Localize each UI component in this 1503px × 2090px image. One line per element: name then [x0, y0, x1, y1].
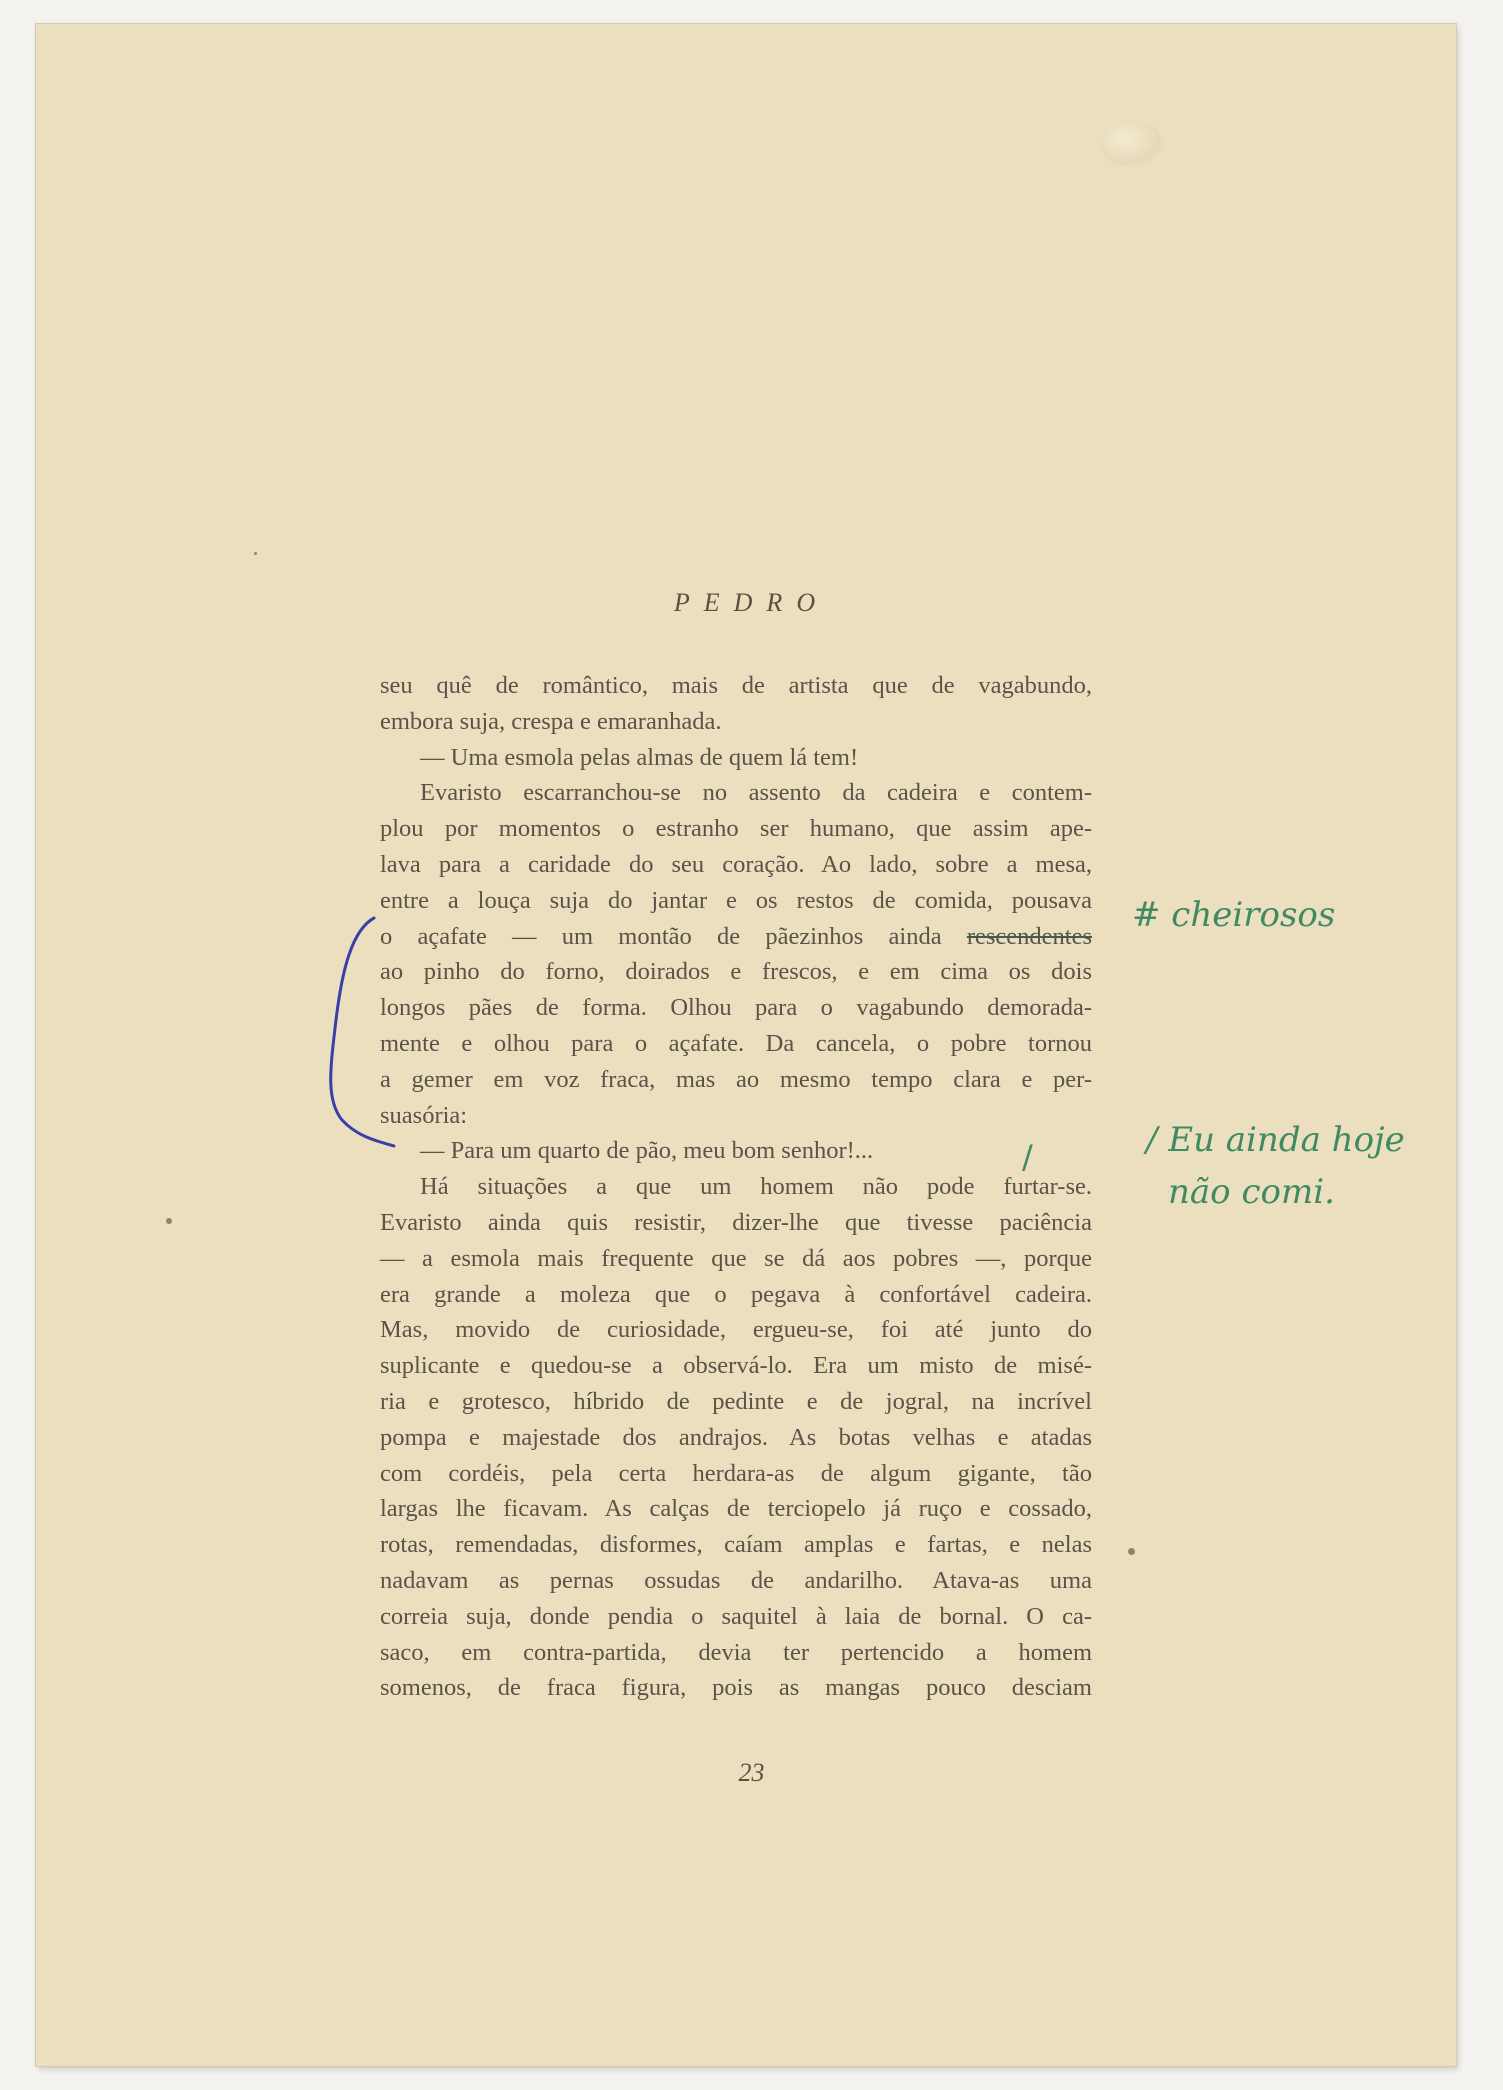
text-line: correia suja, donde pendia o saquitel à laia de bornal. O ca- — [380, 1602, 1092, 1630]
text-line-main: o açafate — um montão de pãezinhos ainda — [380, 922, 967, 950]
text-line: rotas, remendadas, disformes, caíam amplas e fartas, e nelas — [380, 1531, 1092, 1559]
text-line: a gemer em voz fraca, mas ao mesmo tempo clara e per- — [380, 1065, 1092, 1093]
text-line: era grande a moleza que o pegava à confortável cadeira. — [380, 1280, 1092, 1308]
text-line: mente e olhou para o açafate. Da cancela, o pobre tornou — [380, 1029, 1092, 1057]
text-line: Há situações a que um homem não pode furtar-se. — [420, 1173, 1092, 1201]
text-line: lava para a caridade do seu coração. Ao lado, sobre a mesa, — [380, 850, 1092, 878]
emboss-stamp — [1100, 120, 1164, 168]
paper-speck — [1128, 1548, 1135, 1555]
insert-mark: / — [1022, 1138, 1033, 1176]
text-line: — Uma esmola pelas almas de quem lá tem! — [420, 743, 859, 771]
paper-speck — [254, 552, 257, 555]
text-line: com cordéis, pela certa herdara-as de algum gigante, tão — [380, 1459, 1092, 1487]
text-line: Evaristo ainda quis resistir, dizer-lhe que tivesse paciência — [380, 1208, 1092, 1236]
text-line: embora suja, crespa e emaranhada. — [380, 707, 722, 735]
text-line: ria e grotesco, híbrido de pedinte e de jogral, na incrível — [380, 1387, 1092, 1415]
text-line: somenos, de fraca figura, pois as mangas pouco desciam — [380, 1674, 1092, 1702]
text-line: — Para um quarto de pão, meu bom senhor!... — [420, 1137, 874, 1165]
text-line: suasória: — [380, 1101, 468, 1129]
text-line: longos pães de forma. Olhou para o vagabundo demorada- — [380, 994, 1092, 1022]
text-line: — a esmola mais frequente que se dá aos pobres —, porque — [380, 1244, 1092, 1272]
text-line: seu quê de romântico, mais de artista que de vagabundo, — [380, 672, 1092, 699]
text-line: plou por momentos o estranho ser humano, que assim ape- — [380, 815, 1092, 843]
text-line: ao pinho do forno, doirados e frescos, e em cima os dois — [380, 958, 1092, 986]
page-number: 23 — [738, 1758, 765, 1787]
text-line: nadavam as pernas ossudas de andarilho. Atava-as uma — [380, 1566, 1092, 1594]
margin-note-line-2: não comi. — [1168, 1172, 1335, 1212]
text-line: entre a louça suja do jantar e os restos de comida, pousava — [380, 886, 1092, 914]
text-line: Mas, movido de curiosidade, ergueu-se, foi até junto do — [380, 1316, 1092, 1344]
margin-note-cheirosos: # cheirosos — [1132, 895, 1336, 935]
text-line — [380, 919, 1092, 955]
text-line: Evaristo escarranchou-se no assento da cadeira e contem- — [420, 779, 1092, 807]
struck-word: rescendentes — [966, 922, 1092, 950]
blue-bracket-mark — [322, 910, 402, 1150]
text-line: saco, em contra-partida, devia ter pertencido a homem — [380, 1638, 1092, 1666]
body-text — [380, 668, 1092, 1706]
paper-speck — [166, 1218, 172, 1224]
margin-note-line-1: / Eu ainda hoje — [1146, 1120, 1405, 1160]
text-line: pompa e majestade dos andrajos. As botas velhas e atadas — [380, 1423, 1092, 1451]
text-line: suplicante e quedou-se a observá-lo. Era um misto de misé- — [380, 1352, 1092, 1380]
running-head: PEDRO — [673, 588, 830, 617]
text-line: largas lhe ficavam. As calças de terciopelo já ruço e cossado, — [380, 1495, 1092, 1523]
